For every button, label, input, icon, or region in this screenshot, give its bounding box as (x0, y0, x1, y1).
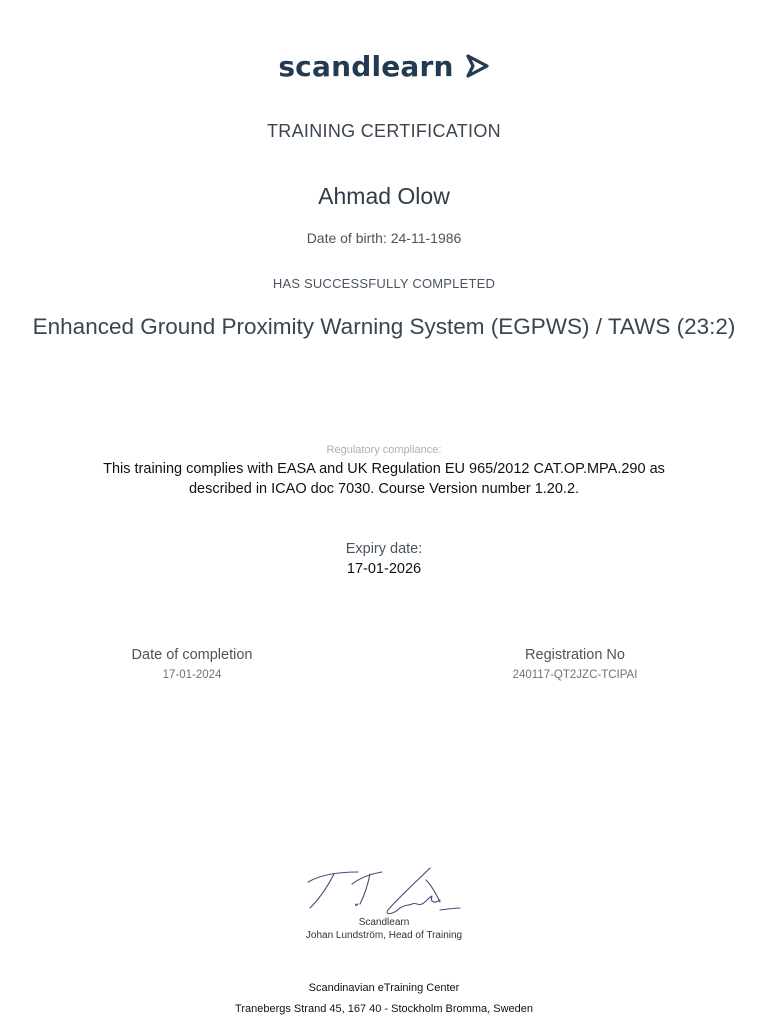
holder-name: Ahmad Olow (318, 183, 450, 209)
signatory-name: Johan Lundström, Head of Training (305, 930, 463, 941)
signatory-organization: Scandlearn (358, 917, 410, 928)
footer-address: Tranebergs Strand 45, 167 40 - Stockholm Bromma, Sweden (235, 1003, 533, 1015)
date-of-birth: Date of birth: 24-11-1986 (306, 230, 462, 246)
completion-value: 17-01-2024 (162, 669, 222, 681)
expiry-value: 17-01-2026 (346, 561, 422, 577)
brand-logo (0, 48, 768, 84)
brand-logo-text: scandlearn (278, 49, 454, 83)
compliance-text: This training complies with EASA and UK Regulation EU 965/2012 CAT.OP.MPA.290 as described in ICAO doc 7030. Course Version number 1.20.2. (103, 461, 665, 497)
signature-image (300, 860, 470, 920)
completion-label: Date of completion (131, 647, 253, 663)
registration-value: 240117-QT2JZC-TCIPAI (512, 669, 638, 681)
completed-label: HAS SUCCESSFULLY COMPLETED (272, 276, 496, 291)
certificate-title: TRAINING CERTIFICATION (267, 121, 501, 141)
play-arrow-icon (464, 53, 490, 79)
registration-label: Registration No (525, 647, 625, 663)
footer-center-name: Scandinavian eTraining Center (308, 982, 460, 994)
expiry-label: Expiry date: (345, 541, 423, 557)
course-name: Enhanced Ground Proximity Warning System (EGPWS) / TAWS (23:2) (32, 314, 736, 339)
compliance-label: Regulatory compliance: (326, 444, 442, 456)
